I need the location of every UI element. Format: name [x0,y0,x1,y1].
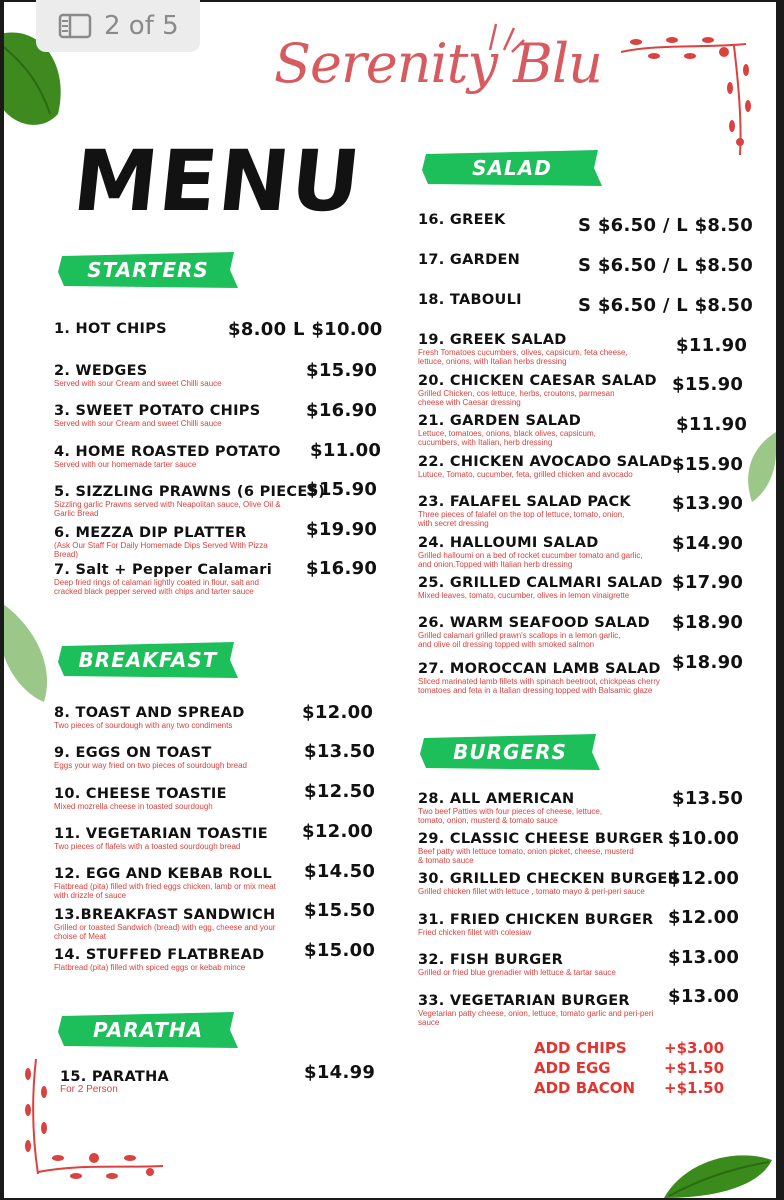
item-price: $13.90 [672,493,744,514]
item-price: $15.90 [306,479,378,500]
page-counter-text: 2 of 5 [104,11,179,41]
item-price: $13.50 [672,788,744,809]
menu-item: 17. GARDEN [418,252,521,268]
menu-item: 15. PARATHA For 2 Person [60,1069,170,1095]
item-price: $11.90 [676,414,748,435]
menu-item: 21. GARDEN SALAD Lettuce, tomatoes, onions, black olives, capsicum, cucumbers, with Italian, herb dressing [418,413,596,447]
menu-title: MENU [68,132,367,230]
menu-page [4,2,776,1198]
item-price: $14.99 [304,1062,376,1083]
menu-item: 5. SIZZLING PRAWNS (6 PIECES) Sizzling garlic Prawns served with Neapolitan sauce, Olive Oil & Garlic Bread [54,484,326,518]
item-price: $12.00 [302,821,374,842]
menu-item: 33. VEGETARIAN BURGER Vegetarian patty cheese, onion, lettuce, tomato garlic and peri-peri sauce [418,993,654,1027]
section-banner-starters: STARTERS [58,250,238,290]
menu-item: 16. GREEK [418,212,506,228]
item-price: $12.00 [302,702,374,723]
item-price: $17.90 [672,572,744,593]
section-banner-salad: SALAD [422,148,602,188]
menu-item: 29. CLASSIC CHEESE BURGER Beef patty with lettuce tomato, onion picket, cheese, musterd & tomato sauce [418,831,664,865]
menu-item: 32. FISH BURGER Grilled or fried blue grenadier with lettuce & tartar sauce [418,952,616,977]
item-price: $12.00 [668,907,740,928]
addon-price: +$1.50 [664,1079,725,1097]
item-price: $15.90 [306,360,378,381]
menu-item: 3. SWEET POTATO CHIPS Served with sour Cream and sweet Chilli sauce [54,403,261,428]
menu-item: 26. WARM SEAFOOD SALAD Grilled calamari grilled prawn's scallops in a lemon garlic, and olive oil dressing topped with smoked salmon [418,615,650,649]
item-price: $15.90 [672,454,744,475]
item-price: $8.00 L $10.00 [228,319,383,340]
menu-item: 9. EGGS ON TOAST Eggs your way fried on two pieces of sourdough bread [54,745,248,770]
item-price: $13.00 [668,947,740,968]
item-price: $15.50 [304,900,376,921]
menu-item: 7. Salt + Pepper Calamari Deep fried rings of calamari lightly coated in flour, salt and cracked black pepper served with chips and tarter sauce [54,562,272,596]
page-counter[interactable] [36,0,200,52]
menu-item: 27. MOROCCAN LAMB SALAD Sliced marinated lamb fillets with spinach beetroot, chickpeas cherry tomatoes and feta in a Italian dressing topped with Balsamic glaze [418,661,661,695]
menu-item: 13.BREAKFAST SANDWICH Grilled or toasted Sandwich (bread) with egg, cheese and your choise of Meat [54,907,276,941]
item-price: $19.90 [306,519,378,540]
item-price: $14.90 [672,533,744,554]
pages-icon [58,13,92,39]
menu-item: 24. HALLOUMI SALAD Grilled halloumi on a bed of rocket cucumber tomato and garlic, and onion.Topped with Italian herb dressing [418,535,643,569]
addon-name: ADD BACON [534,1079,636,1097]
item-price: $14.50 [304,861,376,882]
menu-item: 11. VEGETARIAN TOASTIE Two pieces of flafels with a toasted sourdough bread [54,826,268,851]
section-banner-breakfast: BREAKFAST [58,640,238,680]
item-price: S $6.50 / L $8.50 [578,255,754,276]
menu-item: 1. HOT CHIPS [54,321,167,337]
section-banner-paratha: PARATHA [58,1010,238,1050]
menu-item: 2. WEDGES Served with sour Cream and sweet Chilli sauce [54,363,222,388]
brand-sparkle-icon [482,20,526,54]
menu-item: 10. CHEESE TOASTIE Mixed mozrella cheese in toasted sourdough [54,786,227,811]
item-price: $12.50 [304,781,376,802]
floral-top-right-icon [616,30,756,160]
item-price: $18.90 [672,612,744,633]
item-price: $12.00 [668,868,740,889]
item-price: $11.90 [676,335,748,356]
item-price: S $6.50 / L $8.50 [578,215,754,236]
menu-item: 18. TABOULI [418,292,522,308]
item-price: $15.90 [672,374,744,395]
addon-price: +$3.00 [664,1039,725,1057]
menu-item: 6. MEZZA DIP PLATTER (Ask Our Staff For Daily Homemade Dips Served With Pizza Bread) [54,525,268,559]
menu-item: 12. EGG AND KEBAB ROLL Flatbread (pita) filled with fried eggs chicken, lamb or mix meat with drizzle of sauce [54,866,276,900]
menu-item: 20. CHICKEN CAESAR SALAD Grilled Chicken, cos lettuce, herbs, croutons, parmesan cheese with Caesar dressing [418,373,657,407]
addon-name: ADD CHIPS [534,1039,627,1057]
leaf-right-blurred-icon [742,432,776,502]
menu-item: 22. CHICKEN AVOCADO SALAD Lutuce, Tomato, cucumber, feta, grilled chicken and avocado [418,454,673,479]
item-price: $13.50 [304,741,376,762]
menu-item: 31. FRIED CHICKEN BURGER Fried chicken fillet with colesiaw [418,912,654,937]
item-price: $13.00 [668,986,740,1007]
menu-item: 23. FALAFEL SALAD PACK Three pieces of falafel on the top of lettuce, tomato, onion, with secret dressing [418,494,631,528]
leaf-bottom-right-icon [664,1152,776,1198]
menu-item: 25. GRILLED CALMARI SALAD Mixed leaves, tomato, cucumber, olives in lemon vinaigrette [418,575,663,600]
item-price: $16.90 [306,400,378,421]
brand-logo: Serenity Blu [274,32,602,95]
addon-price: +$1.50 [664,1059,725,1077]
section-banner-burgers: BURGERS [420,732,600,772]
addon-name: ADD EGG [534,1059,611,1077]
item-price: S $6.50 / L $8.50 [578,295,754,316]
leaf-left-blurred-icon [4,602,56,702]
item-price: $10.00 [668,828,740,849]
menu-item: 30. GRILLED CHECKEN BURGER Grilled chicken fillet with lettuce , tomato mayo & peri-peri sauce [418,871,680,896]
menu-item: 14. STUFFED FLATBREAD Flatbread (pita) filled with spiced eggs or kebab mince [54,947,265,972]
item-price: $16.90 [306,558,378,579]
menu-item: 8. TOAST AND SPREAD Two pieces of sourdough with any two condiments [54,705,245,730]
menu-item: 19. GREEK SALAD Fresh Tomatoes cucumbers, olives, capsicum, feta cheese, lettuce, onions, with Italian herbs dressing [418,332,628,366]
menu-item: 4. HOME ROASTED POTATO Served with our homemade tarter sauce [54,444,281,469]
item-price: $18.90 [672,652,744,673]
item-price: $11.00 [310,440,382,461]
item-price: $15.00 [304,940,376,961]
menu-item: 28. ALL AMERICAN Two beef Patties with four pieces of cheese, lettuce, tomato, onion, musterd & tomato sauce [418,791,603,825]
